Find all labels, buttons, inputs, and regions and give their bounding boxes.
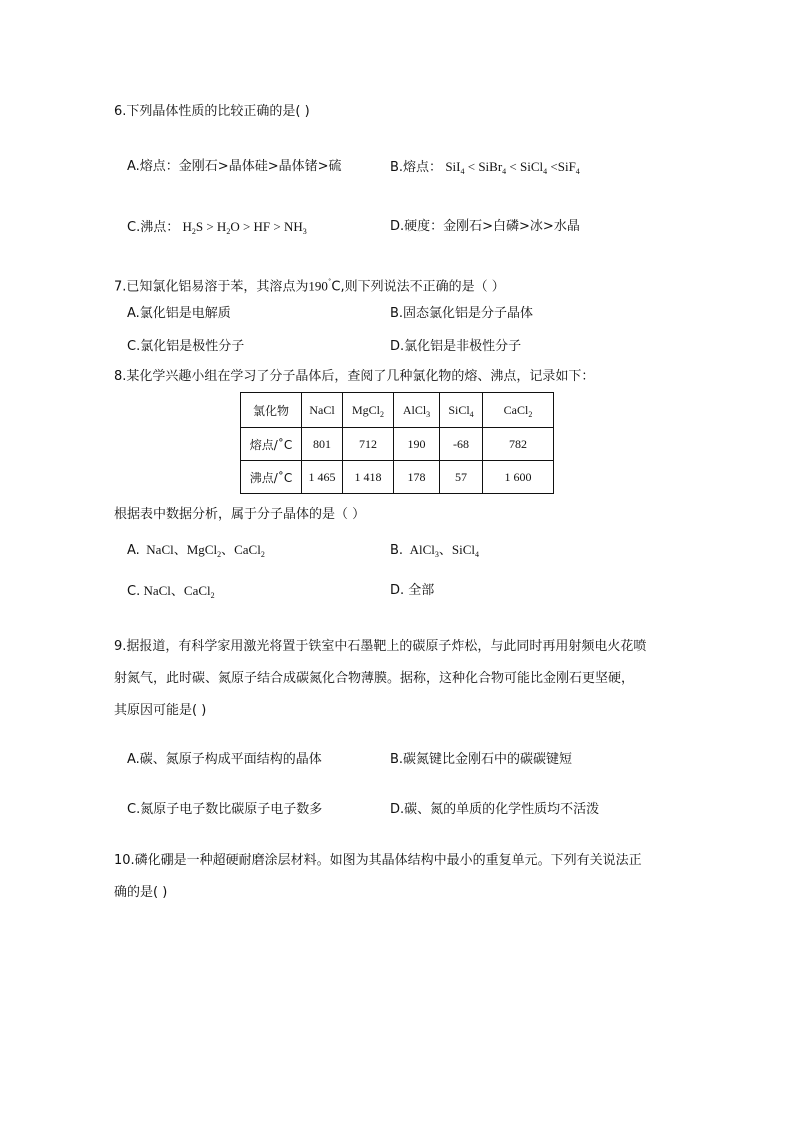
q6-option-b-prefix: B.熔点： <box>390 160 443 175</box>
table-cell: 57 <box>440 461 483 494</box>
q7-option-d: D.氯化铝是非极性分子 <box>390 339 522 354</box>
q6-option-b-formula: SiI$_4$ < SiBr$_4$ < SiCl$_4$ <SiF$_4$ <box>442 159 580 176</box>
table-header-row <box>241 393 554 428</box>
q6-option-c <box>127 218 307 237</box>
table-row-melting <box>241 428 554 461</box>
table-cell: 178 <box>394 461 440 494</box>
q6-option-b <box>390 158 580 177</box>
table-cell: 712 <box>343 428 394 461</box>
q6-option-c-formula: $H_2S > H_2O$ > HF > $NH_3$ <box>179 219 307 236</box>
q7-stem-part2: C,则下列说法不正确的是（ ） <box>331 279 505 295</box>
q9-option-a: A.碳、氮原子构成平面结构的晶体 <box>127 752 322 767</box>
q6-stem: 6.下列晶体性质的比较正确的是( ) <box>114 104 310 119</box>
q8-option-a <box>127 541 265 560</box>
q8-option-c-prefix: C. <box>127 584 141 599</box>
q8-option-b <box>390 541 479 560</box>
table-cell: 1 465 <box>302 461 343 494</box>
q9-line2: 射氮气，此时碳、氮原子结合成碳氮化合物薄膜。据称，这种化合物可能比金刚石更坚硬， <box>114 671 635 686</box>
table-header-cacl2: CaCl$_2$ <box>483 393 554 428</box>
q9-option-c: C.氮原子电子数比碳原子电子数多 <box>127 802 323 817</box>
q9-line3: 其原因可能是( ) <box>114 703 207 718</box>
q7-option-a: A.氯化铝是电解质 <box>127 306 231 321</box>
q8-option-a-formula: NaCl、MgCl$_2$、CaCl$_2$ <box>139 542 265 559</box>
q7-option-b: B.固态氯化铝是分子晶体 <box>390 306 534 321</box>
q10-line1: 10.磷化硼是一种超硬耐磨涂层材料。如图为其晶体结构中最小的重复单元。下列有关说法正 <box>114 853 642 868</box>
q7-option-c: C.氯化铝是极性分子 <box>127 339 245 354</box>
table-row-boiling <box>241 461 554 494</box>
q8-option-c-formula: NaCl、CaCl$_2$ <box>140 583 215 600</box>
chloride-data-table <box>240 392 554 494</box>
table-header-sicl4: SiCl$_4$ <box>440 393 483 428</box>
table-cell: -68 <box>440 428 483 461</box>
q8-stem: 8.某化学兴趣小组在学习了分子晶体后，查阅了几种氯化物的熔、沸点，记录如下： <box>114 369 595 384</box>
q7-stem-part1: 7.已知氯化铝易溶于苯，其溶点为 <box>114 279 309 295</box>
q6-option-a: A.熔点：金刚石>晶体硅>晶体锗>硫 <box>127 159 342 174</box>
q9-option-b: B.碳氮键比金刚石中的碳碳键短 <box>390 752 573 767</box>
table-cell: 190 <box>394 428 440 461</box>
q6-option-c-prefix: C.沸点： <box>127 220 180 235</box>
table-header-mgcl2: MgCl$_2$ <box>343 393 394 428</box>
q8-option-a-prefix: A. <box>127 543 140 558</box>
table-cell: 1 418 <box>343 461 394 494</box>
table-header-nacl: NaCl <box>302 393 343 428</box>
q8-option-c <box>127 582 215 601</box>
table-row-label: 沸点/˚C <box>241 461 302 494</box>
table-header-label: 氯化物 <box>241 393 302 428</box>
table-header-alcl3: AlCl$_3$ <box>394 393 440 428</box>
table-cell: 1 600 <box>483 461 554 494</box>
q8-option-b-formula: AlCl$_3$、SiCl$_4$ <box>403 542 479 559</box>
q8-option-d: D. 全部 <box>390 583 435 598</box>
q10-line2: 确的是( ) <box>114 885 168 900</box>
q8-follow: 根据表中数据分析，属于分子晶体的是（ ） <box>114 507 366 522</box>
q7-stem-temp: 190 <box>308 278 328 294</box>
table-cell: 782 <box>483 428 554 461</box>
q9-option-d: D.碳、氮的单质的化学性质均不活泼 <box>390 802 600 817</box>
q7-stem: 7.已知氯化铝易溶于苯，其溶点为190˚C,则下列说法不正确的是（ ） <box>114 278 505 295</box>
table-cell: 801 <box>302 428 343 461</box>
q9-line1: 9.据报道，有科学家用激光将置于铁室中石墨靶上的碳原子炸松，与此同时再用射频电火花喷 <box>114 639 647 654</box>
table-row-label: 熔点/˚C <box>241 428 302 461</box>
q8-option-b-prefix: B. <box>390 543 404 558</box>
q6-option-d: D.硬度：金刚石>白磷>冰>水晶 <box>390 219 580 234</box>
